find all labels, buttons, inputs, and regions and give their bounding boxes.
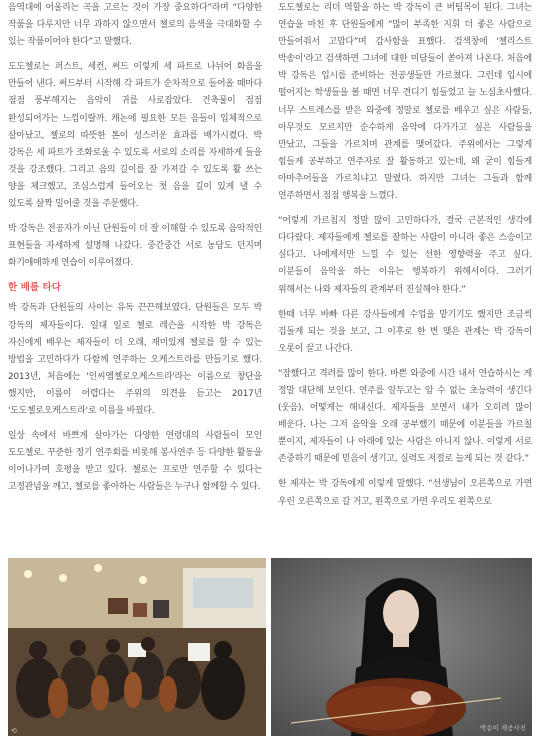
right-paragraph-3: 한때 너무 바빠 다른 강사들에게 수업을 맡기기도 했지만 조금씩 겁돌게 되는 것을 보고, 그 이후로 한 번 맺은 관계는 박 강독이 오롯이 끌고 나간다. [278, 309, 532, 354]
svg-text:⟲: ⟲ [11, 727, 17, 735]
right-paragraph-2: “어렇게 가르침지 정말 많이 고민하다가, 결국 근본적인 생각에 다다랐다. 제자들에게 첼로를 잘하는 사람이 아니라 좋은 스승이고 싶다고. 나에게서만 느낄 수 있는 선한 영향력을 주고 싶다. 이분들이 음악을 하는 이유는 행복하기 위해서이다. 그러기 위해서는 나와 제자들의 관계부터 진실해야 한다.” [278, 216, 532, 295]
cellist-portrait-icon [271, 558, 532, 736]
left-paragraph-3: 박 강독은 전공자가 아닌 단원들이 더 잘 이해할 수 있도록 음악적인 표현들을 자세하게 설명해 나갔다. 중간중간 서로 농담도 던지며 화기애애하게 연습이 이루어졌다. [8, 224, 262, 269]
left-paragraph-1: 음역대에 어울리는 곡을 고르는 것이 가장 중요하다”라며 “다양한 작품을 다루지만 너무 과하지 않으면서 첼로의 음색을 극대화할 수 있는 작품이어야 한다”고 말했다. [8, 3, 262, 48]
right-paragraph-1: 도도첼로는 리더 역할을 하는 박 강독이 큰 버팀목이 된다. 그녀는 연습을 마친 후 단원들에게 “많이 부족한 지휘 더 좋은 사람으로 만들어줘서 고맙다”며 감사함을 표했다. 검색창에 '첼리스트 박송이'라고 검색하면 그녀에 대한 미담들이 쏟아져 나온다. 처음에 박 강독은 입시를 준비하는 전공생들만 가르쳤다. 그런데 입시에 떨어지는 학생들을 볼 때면 너무 견디기 힘들었고 늘 노심초사했다. 너무 스트레스를 받은 와중에 정말로 첼로를 배우고 싶은 사람들, 아무것도 모르지만 순수하게 음악에 다가가고 싶은 사람들을 만났고, 그들을 가르치며 관계를 맺어갔다. 주위에서는 그렇게 힘들게 공부하고 연주자로 잘 활동하고 있는데, 왜 굳이 힘들게 아마추어들을 가르치냐고 말렸다. 하지만 그녀는 그들과 함께 연주하면서 점점 행복을 느꼈다. [278, 3, 532, 202]
right-paragraph-5: 한 제자는 박 강독에게 이렇게 말했다. “선생님이 오른쪽으로 가면 우린 오른쪽으로 갈 거고, 왼쪽으로 가면 우리도 왼쪽으로 [278, 479, 532, 507]
rehearsal-photo-icon [8, 558, 266, 736]
right-column [278, 0, 532, 519]
left-paragraph-2: 도도첼로는 퍼스트, 세컨, 써드 이렇게 세 파트로 나뉘어 화음을 만들어 낸다. 써드부터 시작해 각 파트가 순차적으로 들어올 때마다 점점 풍부해지는 음악이 귀를 사로잡았다. 건축물이 점점 완성되어가는 느낌이랄까. 캐논에 필요한 모든 음들이 입체적으로 살아났고, 첼로의 따뜻한 톤이 성스러운 효과를 배가시켰다. 박 강독은 세 파트가 조화로울 수 있도록 서로의 소리를 자세하게 들을 것을 강조했다. 그리고 음의 길이를 잘 가져갈 수 있도록 활 쓰는 양을 체크했고, 조심스럽게 들어오는 첫 음을 길이 있게 낼 수 있도록 살짝 밀어줄 것을 주문했다. [8, 62, 262, 210]
section-heading: 한 배를 타다 [8, 282, 62, 294]
left-paragraph-4: 박 강독과 단원들의 사이는 유독 끈끈해보였다. 단원들은 모두 박 강독의 제자들이다. 일대 일로 첼로 레슨을 시작한 박 강독은 자신에게 배우는 제자들이 더 오래, 재미있게 첼로를 할 수 있는 방법을 고민하다가 다함께 연주하는 오케스트라를 만들기로 했다. 2013년, 처음에는 '인씨엠첼로오케스트라'라는 이름으로 창단을 했지만, 이름이 어렵다는 주위의 의견을 듣고는 2017년 '도도첼로오케스트라'로 이름을 바꿨다. [8, 303, 262, 416]
photo-credit: 박송이 제공사진 [479, 724, 526, 732]
right-paragraph-4: “잠했다고 격려를 많이 한다. 바쁜 와중에 시간 내서 연습하시는 게 정말 대단해 보인다. 연주를 앞두고는 암 수 없는 초능력이 생긴다(웃음). 어떻게는 해내신다. 제자들을 보면서 내가 오히려 많이 배운다. 나는 그저 음악을 오래 공부했기 때문에 이분들을 가르칠 뿐이지, 제자들이 나 아래에 있는 사람은 아니지 않나. 이렇게 서로 존중하기 때문에 믿음이 생기고, 실력도 저절로 늘게 되는 것 같다.” [278, 368, 532, 465]
rehearsal-photo [8, 558, 266, 736]
cellist-portrait-photo [271, 558, 532, 736]
left-column [8, 0, 262, 504]
left-paragraph-5: 일상 속에서 바쁘게 살아가는 다양한 연령대의 사람들이 모인 도도첼로. 꾸준한 정기 연주회를 비롯해 봉사연주 등 다양한 활동을 이어나가며 호평을 받고 있다. 첼로는 프로만 연주할 수 있다는 고정관념을 깨고, 첼로를 좋아하는 사람들은 누구나 함께할 수 있다. [8, 431, 262, 493]
